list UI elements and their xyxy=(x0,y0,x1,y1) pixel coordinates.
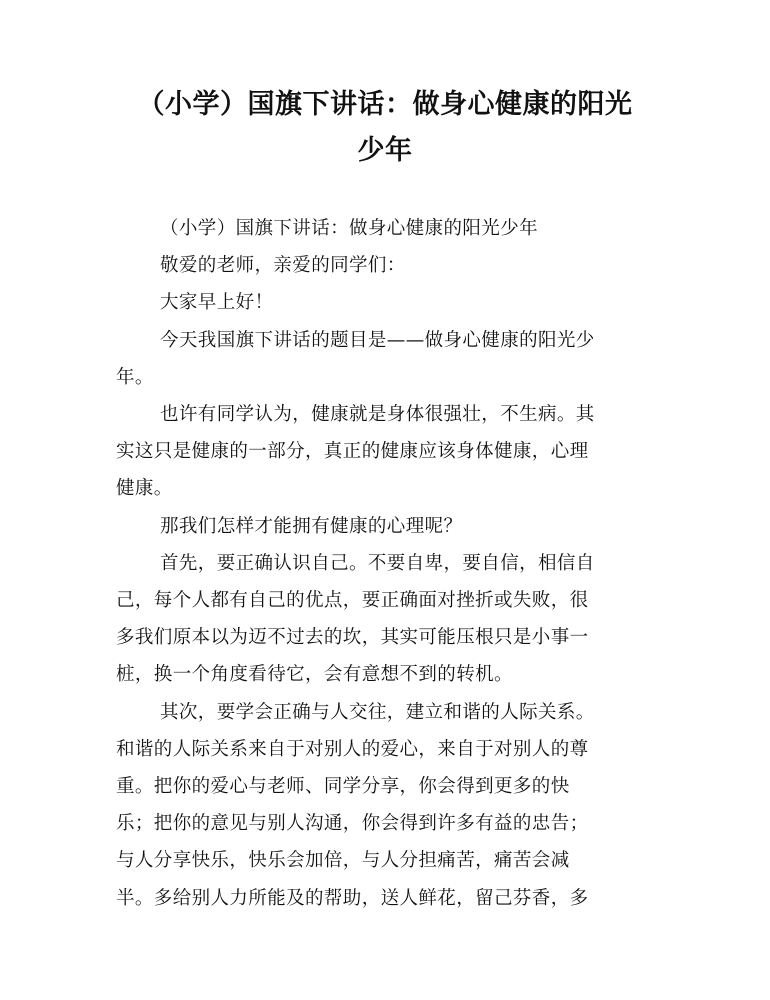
paragraph-question xyxy=(116,508,646,545)
paragraph-line: 大家早上好！ xyxy=(160,292,274,314)
document-title xyxy=(110,82,660,174)
paragraph-line: 敬爱的老师，亲爱的同学们： xyxy=(160,255,406,277)
paragraph-line: （小学）国旗下讲话：做身心健康的阳光少年 xyxy=(160,218,539,239)
paragraph-line: 半。多给别人力所能及的帮助，送人鲜花，留己芬香，多 xyxy=(116,887,589,909)
paragraph-line: 实这只是健康的一部分，真正的健康应该身体健康，心理 xyxy=(116,441,589,463)
paragraph-health-definition xyxy=(116,396,646,508)
paragraph-first-point xyxy=(116,545,646,694)
paragraph-line: 今天我国旗下讲话的题目是——做身心健康的阳光少 xyxy=(160,329,595,351)
paragraph-topic xyxy=(116,322,646,396)
paragraph-line: 桩，换一个角度看待它，会有意想不到的转机。 xyxy=(116,664,513,686)
paragraph-greeting xyxy=(116,284,646,321)
paragraph-line: 重。把你的爱心与老师、同学分享，你会得到更多的快 xyxy=(116,776,570,798)
document-body xyxy=(116,210,646,917)
paragraph-line: 多我们原本以为迈不过去的坎，其实可能压根只是小事一 xyxy=(116,627,589,649)
paragraph-line: 和谐的人际关系来自于对别人的爱心，来自于对别人的尊 xyxy=(116,738,589,760)
paragraph-line: 其次，要学会正确与人交往，建立和谐的人际关系。 xyxy=(160,701,595,723)
paragraph-line: 那我们怎样才能拥有健康的心理呢？ xyxy=(160,515,463,537)
paragraph-line: 年。 xyxy=(116,366,154,388)
paragraph-salutation xyxy=(116,247,646,284)
paragraph-second-point xyxy=(116,694,646,917)
paragraph-line: 与人分享快乐，快乐会加倍，与人分担痛苦，痛苦会减 xyxy=(116,850,570,872)
paragraph-subtitle xyxy=(116,210,646,247)
paragraph-line: 也许有同学认为，健康就是身体很强壮，不生病。其 xyxy=(160,404,595,426)
paragraph-line: 健康。 xyxy=(116,478,173,500)
paragraph-line: 乐；把你的意见与别人沟通，你会得到许多有益的忠告； xyxy=(116,813,589,835)
paragraph-line: 己，每个人都有自己的优点，要正确面对挫折或失败，很 xyxy=(116,590,589,612)
paragraph-line: 首先，要正确认识自己。不要自卑，要自信，相信自 xyxy=(160,552,595,574)
title-line: 少年 xyxy=(357,135,413,166)
title-line: （小学）国旗下讲话：做身心健康的阳光 xyxy=(137,89,633,120)
